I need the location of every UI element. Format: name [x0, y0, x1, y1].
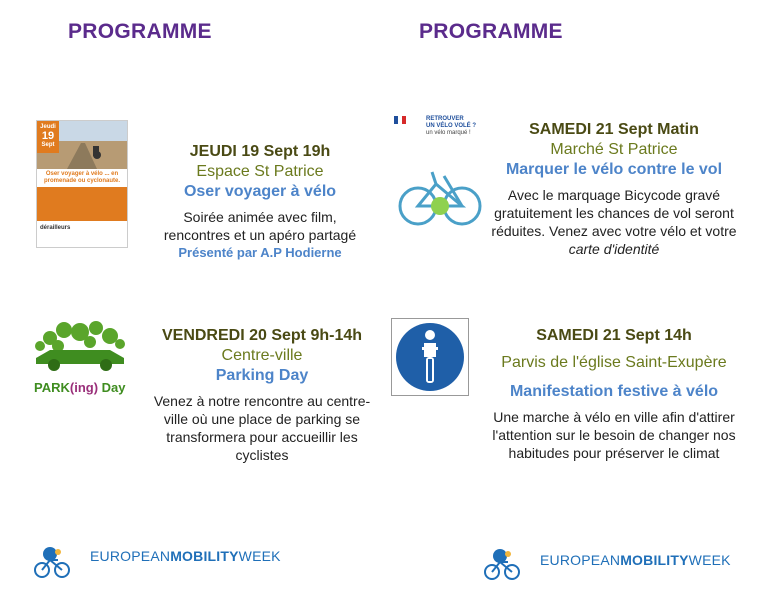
event-date: SAMEDI 21 Sept Matin: [529, 121, 699, 138]
emw-logo-right: [482, 546, 522, 580]
emw-bike-icon: [32, 544, 72, 578]
event-title: Parking Day: [215, 367, 309, 384]
event-date: SAMEDI 21 Sept 14h: [536, 327, 692, 344]
poster-headline: Oser voyager à vélo ... en promenade ou cyclonaute.: [43, 171, 121, 184]
parking-day-art: [30, 318, 130, 374]
event-date: JEUDI 19 Sept 19h: [189, 143, 331, 160]
poster-brand: dérailleurs: [40, 225, 71, 231]
event-credit: Présenté par A.P Hodierne: [178, 245, 342, 260]
emw-bike-icon: [482, 546, 522, 580]
event-place: Centre-ville: [221, 347, 303, 364]
event-vendredi: [148, 326, 376, 464]
bicycle-icon: [392, 319, 468, 395]
event-date: VENDREDI 20 Sept 9h-14h: [161, 327, 363, 344]
event-description: Soirée animée avec film, rencontres et un apéro partagé: [163, 209, 357, 243]
event-place: Marché St Patrice: [550, 141, 678, 158]
bicycle-lane-sign: [391, 318, 469, 396]
event-description: Venez à notre rencontre au centre-ville où une place de parking se transformera pour accueillir les cyclistes: [153, 393, 371, 463]
event-description: Avec le marquage Bicycode gravé gratuitement les chances de vol seront réduites. Venez avec votre vélo et votre carte d'identité: [491, 187, 737, 257]
right-programme-title: PROGRAMME: [419, 20, 563, 43]
parking-day-logo: [30, 318, 130, 398]
emw-wordmark-right: EUROPEANMOBILITYWEEK: [540, 552, 731, 568]
event-jeudi: [152, 142, 368, 262]
event-title: Oser voyager à vélo: [183, 183, 337, 200]
event-description: Une marche à vélo en ville afin d'attirer l'attention sur le besoin de changer nos habitudes pour préserver le climat: [492, 409, 736, 461]
event-place: Parvis de l'église Saint-Exupère: [501, 354, 727, 371]
bicycode-poster-text: RETROUVER UN VÉLO VOLÉ ? un vélo marqué !: [426, 116, 477, 136]
emw-logo-left: [32, 544, 72, 578]
left-programme-title: PROGRAMME: [68, 20, 212, 43]
event-samedi-apres-midi: [492, 326, 736, 462]
emw-wordmark-left: EUROPEANMOBILITYWEEK: [90, 548, 281, 564]
event-title: Marquer le vélo contre le vol: [505, 161, 723, 178]
oser-voyager-poster: [36, 120, 128, 248]
event-title: Manifestation festive à vélo: [509, 383, 719, 400]
event-samedi-matin: [490, 120, 738, 258]
parking-day-wordmark: PARK(ing) Day: [34, 380, 126, 395]
bicycode-poster: [392, 114, 482, 232]
poster-date: Jeudi 19 Sept: [40, 124, 56, 148]
event-place: Espace St Patrice: [196, 163, 324, 180]
